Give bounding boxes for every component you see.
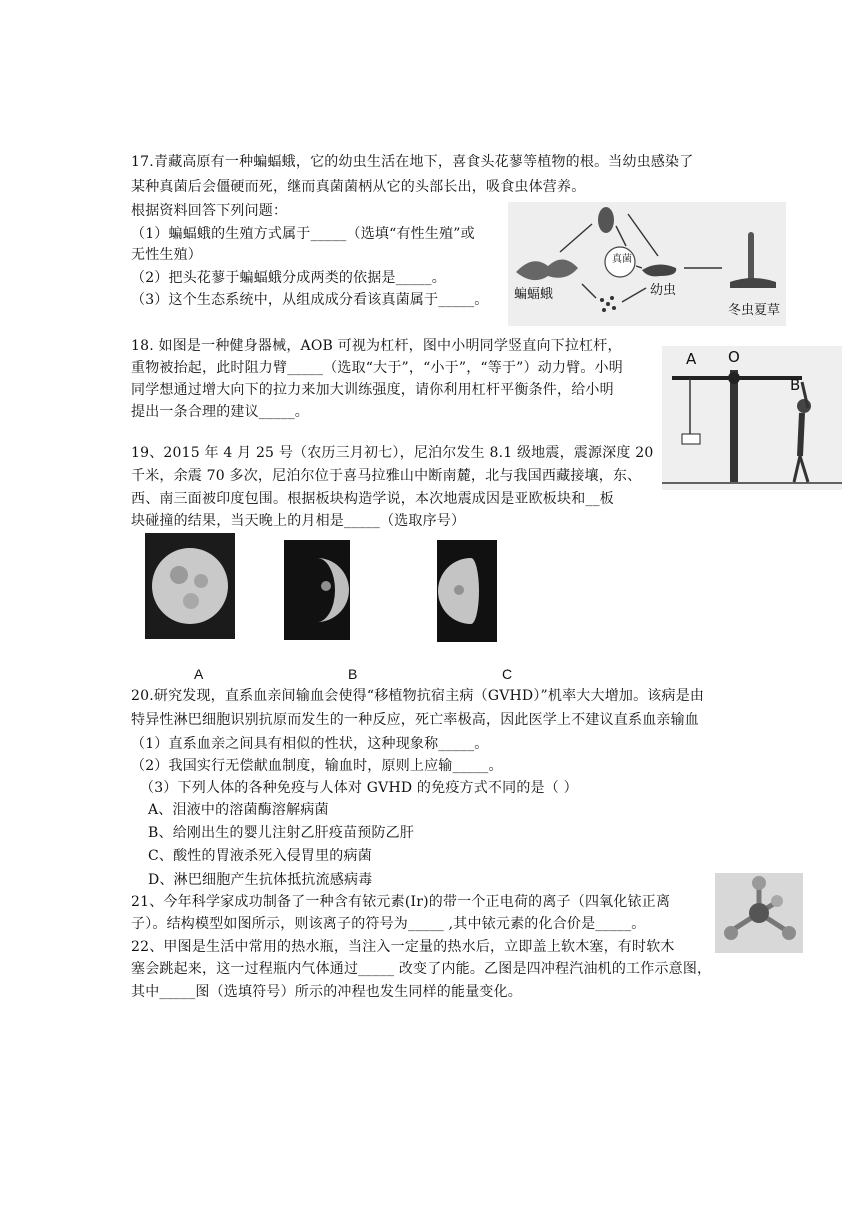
larva-label: 幼虫	[650, 283, 677, 298]
moon-option-a-label: A	[194, 666, 204, 682]
q20-line-1: 20.研究发现，直系血亲间输血会使得“移植物抗宿主病（GVHD）”机率大大增加。该病是由	[131, 688, 705, 704]
q20-line-3: （1）直系血亲之间具有相似的性状，这种现象称_____。	[131, 736, 489, 752]
q19-line-4: 块碰撞的结果，当天晚上的月相是_____（选取序号）	[131, 513, 466, 529]
q22-line-3: 其中_____图（选填符号）所示的冲程也发生同样的能量变化。	[131, 984, 522, 1000]
pupa-icon	[598, 207, 614, 233]
q20-option-d: D、淋巴细胞产生抗体抵抗流感病毒	[148, 872, 373, 888]
q18-line-2: 重物被抬起，此时阻力臂_____（选取“大于”，“小于”，“等于”）动力臂。小明	[131, 360, 623, 376]
q18-line-1: 18. 如图是一种健身器械，AOB 可视为杠杆，图中小明同学竖直向下拉杠杆，	[131, 338, 622, 354]
q19-line-1: 19、2015 年 4 月 25 号（农历三月初七），尼泊尔发生 8.1 级地震，震源深度 20	[131, 445, 654, 461]
pivot-icon	[728, 372, 740, 384]
q17-line-1: 17.青藏高原有一种蝙蝠蛾，它的幼虫生活在地下，喜食头花蓼等植物的根。当幼虫感染了	[131, 154, 694, 170]
fungus-label: 真菌	[612, 254, 632, 265]
q17-line-4: （1）蝙蝠蛾的生殖方式属于_____（选填“有性生殖”或	[131, 226, 475, 242]
label-o: O	[728, 348, 740, 366]
q20-option-a: A、泪液中的溶菌酶溶解病菌	[148, 802, 329, 818]
q20-option-c: C、酸性的胃液杀死入侵胃里的病菌	[148, 848, 372, 864]
q21-line-2: 子）。结构模型如图所示，则该离子的符号为_____ ,其中铱元素的化合价是_____。	[131, 916, 646, 932]
label-a: A	[686, 350, 697, 368]
moon-option-c-label: C	[502, 666, 513, 682]
moon-option-c-image	[437, 540, 497, 642]
q20-option-b: B、给刚出生的婴儿注射乙肝疫苗预防乙肝	[148, 825, 415, 841]
lever-post-icon	[730, 370, 738, 482]
q17-line-7: （3）这个生态系统中，从组成成分看该真菌属于_____。	[131, 292, 489, 308]
q17-line-5: 无性生殖）	[131, 247, 202, 263]
lever-fitness-figure	[662, 346, 842, 490]
q20-line-2: 特异性淋巴细胞识别抗原而发生的一种反应，死亡率极高，因此医学上不建议直系血亲输血	[131, 712, 699, 728]
weight-icon	[682, 434, 700, 444]
q19-line-2: 千米，余震 70 多次，尼泊尔位于喜马拉雅山中断南麓，北与我国西藏接壤，东、	[131, 468, 642, 484]
cordyceps-lifecycle-figure	[508, 202, 786, 326]
q17-line-3: 根据资料回答下列问题：	[131, 203, 288, 219]
ion-structure-model-figure	[715, 873, 803, 953]
q17-line-2: 某种真菌后会僵硬而死，继而真菌菌柄从它的头部长出，吸食虫体营养。	[131, 179, 586, 195]
moth-label: 蝙蝠蛾	[514, 287, 554, 302]
cordyceps-label: 冬虫夏草	[728, 303, 781, 318]
q21-line-1: 21、今年科学家成功制备了一种含有铱元素(Ir)的带一个正电荷的离子（四氧化铱正离	[131, 894, 671, 910]
q20-line-5: （3）下列人体的各种免疫与人体对 GVHD 的免疫方式不同的是（ ）	[140, 780, 578, 796]
q18-line-3: 同学想通过增大向下的拉力来加大训练强度，请你利用杠杆平衡条件，给小明	[131, 382, 614, 398]
q18-line-4: 提出一条合理的建议_____。	[131, 404, 309, 420]
label-b: B	[790, 376, 801, 394]
moon-option-b-image	[284, 540, 350, 640]
moon-option-a-image	[145, 533, 235, 639]
q17-line-6: （2）把头花蓼于蝙蝠蛾分成两类的依据是_____。	[131, 270, 446, 286]
q20-line-4: （2）我国实行无偿献血制度，输血时，原则上应输_____。	[131, 758, 503, 774]
q19-line-3: 西、南三面被印度包围。根据板块构造学说，本次地震成因是亚欧板块和__板	[131, 491, 614, 507]
q22-line-1: 22、甲图是生活中常用的热水瓶，当注入一定量的热水后，立即盖上软木塞，有时软木	[131, 939, 675, 955]
moon-option-b-label: B	[348, 666, 358, 682]
q22-line-2: 塞会跳起来，这一过程瓶内气体通过_____ 改变了内能。乙图是四冲程汽油机的工作示意图，	[131, 961, 712, 977]
cordyceps-stalk-icon	[748, 232, 754, 282]
